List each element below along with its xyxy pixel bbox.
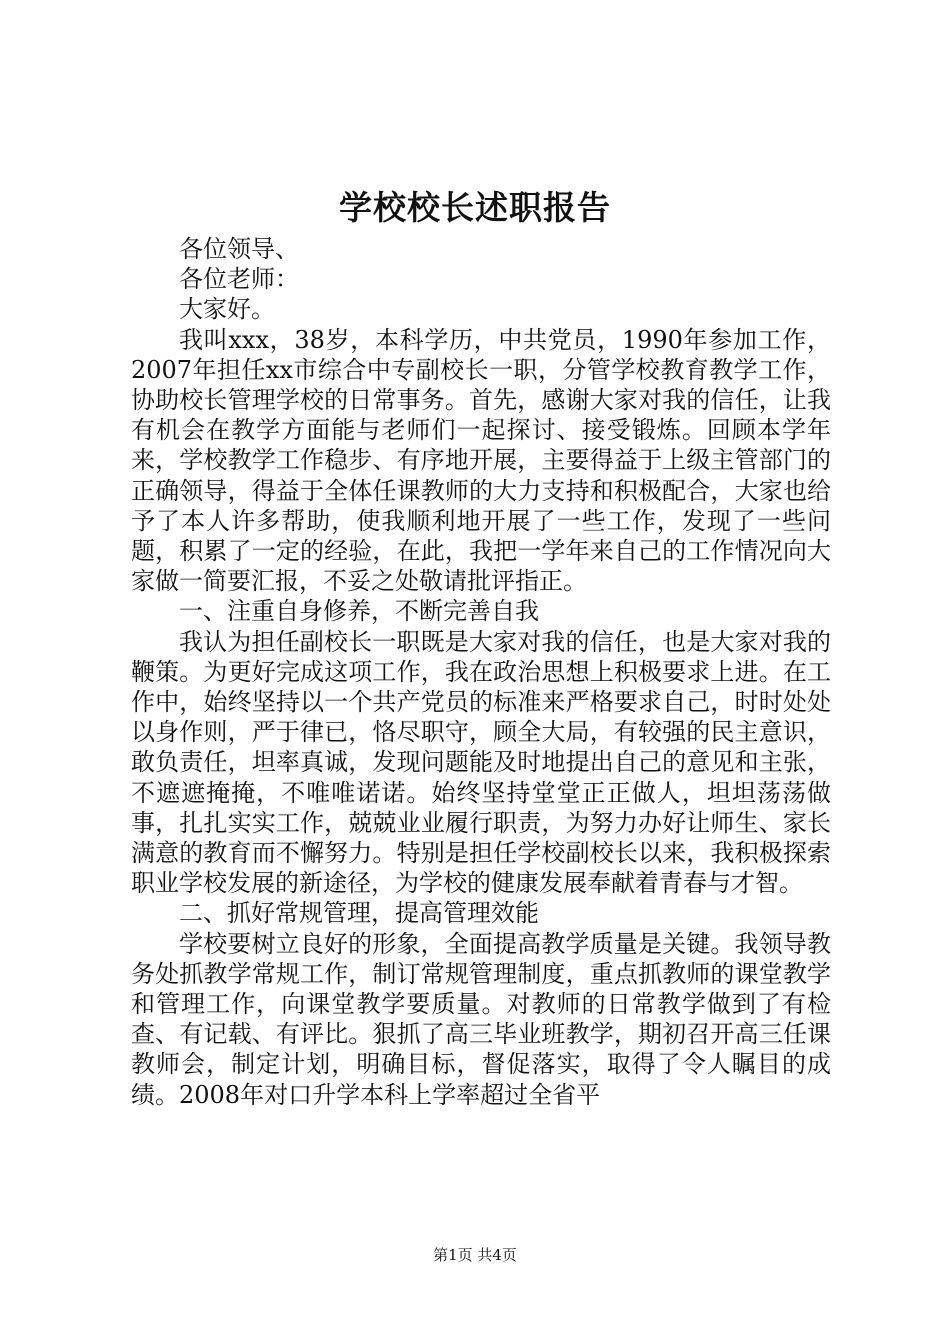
section-heading-2: 二、抓好常规管理，提高管理效能 <box>179 899 539 928</box>
page-number: 第1页 共4页 <box>433 1246 517 1264</box>
section-heading-1: 一、注重自身修养，不断完善自我 <box>179 597 539 626</box>
greeting: 大家好。 <box>179 295 275 324</box>
section-1-paragraph: 我认为担任副校长一职既是大家对我的信任，也是大家对我的鞭策。为更好完成这项工作，我在政治思想上积极要求上进。在工作中，始终坚持以一个共产党员的标准来严格要求自己，时时处处以身作则，严于律已，恪尽职守，顾全大局，有较强的民主意识，敢负责任，坦率真诚，发现问题能及时地提出自己的意见和主张，不遮遮掩掩，不唯唯诺诺。始终坚持堂堂正正做人，坦坦荡荡做事，扎扎实实工作，兢兢业业履行职责，为努力办好让师生、家长满意的教育而不懈努力。特别是担任学校副校长以来，我积极探索职业学校发展的新途径，为学校的健康发展奉献着青春与才智。 <box>131 627 831 898</box>
intro-paragraph: 我叫xxx，38岁，本科学历，中共党员，1990年参加工作，2007年担任xx市综合中专副校长一职，分管学校教育教学工作，协助校长管理学校的日常事务。首先，感谢大家对我的信任，让我有机会在教学方面能与老师们一起探讨、接受锻炼。回顾本学年来，学校教学工作稳步、有序地开展，主要得益于上级主管部门的正确领导，得益于全体任课教师的大力支持和积极配合，大家也给予了本人许多帮助，使我顺利地开展了一些工作，发现了一些问题，积累了一定的经验，在此，我把一学年来自己的工作情况向大家做一简要汇报，不妥之处敬请批评指正。 <box>131 325 831 596</box>
salutation-teachers: 各位老师： <box>179 265 299 294</box>
document-title: 学校校长述职报告 <box>339 188 611 227</box>
page-footer <box>0 1245 950 1265</box>
document-body <box>131 234 831 1110</box>
salutation-leaders: 各位领导、 <box>179 235 299 263</box>
section-2-paragraph: 学校要树立良好的形象，全面提高教学质量是关键。我领导教务处抓教学常规工作，制订常规管理制度，重点抓教师的课堂教学和管理工作，向课堂教学要质量。对教师的日常教学做到了有检查、有记载、有评比。狠抓了高三毕业班教学，期初召开高三任课教师会，制定计划，明确目标，督促落实，取得了令人瞩目的成绩。2008年对口升学本科上学率超过全省平 <box>131 929 831 1109</box>
